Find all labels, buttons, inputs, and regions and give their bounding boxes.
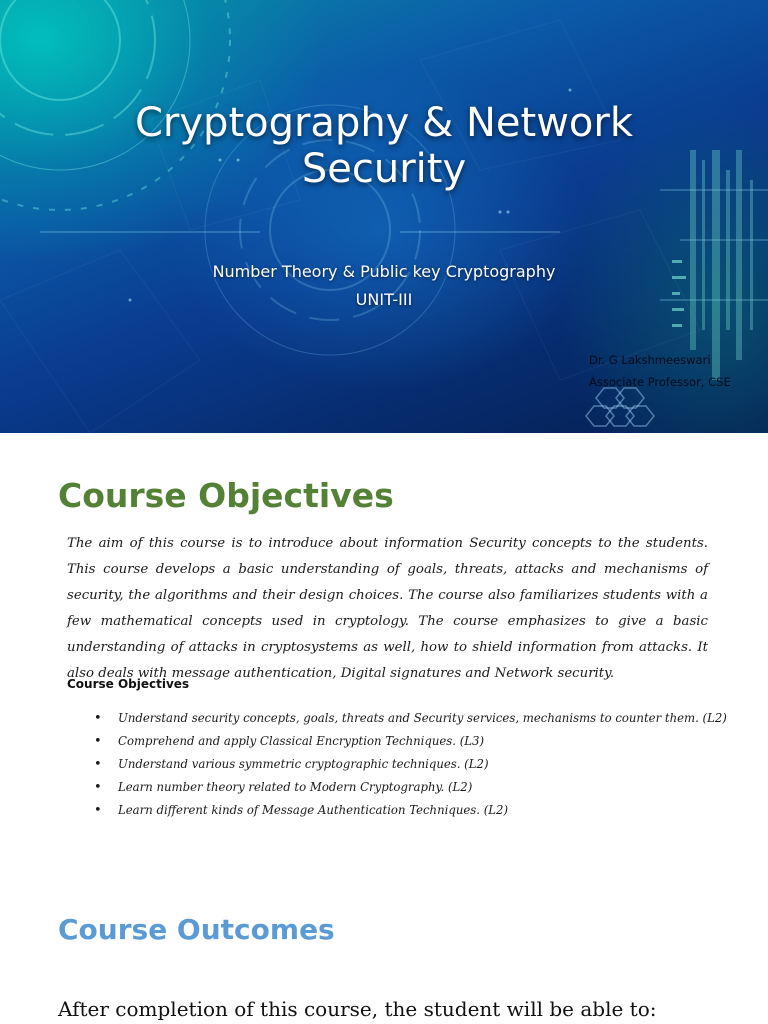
bullet-icon: • <box>94 711 102 726</box>
course-outcomes-intro: After completion of this course, the student will be able to: <box>58 997 657 1021</box>
bullet-icon: • <box>94 803 102 818</box>
course-objectives-list <box>94 707 727 822</box>
objective-item: • Understand various symmetric cryptographic techniques. (L2) <box>94 753 727 776</box>
slide-author <box>589 349 731 393</box>
slide-title <box>0 100 768 192</box>
slide-title-line-2: Security <box>301 146 467 192</box>
author-title: Associate Professor, CSE <box>589 375 731 389</box>
course-objectives-heading: Course Objectives <box>58 476 394 515</box>
slide-unit: UNIT-III <box>355 290 413 309</box>
bullet-icon: • <box>94 734 102 749</box>
bullet-icon: • <box>94 780 102 795</box>
course-objectives-label: Course Objectives <box>67 677 190 691</box>
slide-subtitle-block <box>0 258 768 314</box>
course-aim-paragraph: The aim of this course is to introduce about information Security concepts to the students. This course develops a basic understanding of goals, threats, attacks and mechanisms of security, the algorithms and their design choices. The course also familiarizes students with a few mathematical concepts used in cryptology. The course emphasizes to give a basic understanding of attacks in cryptosystems as well, how to shield information from attacks. It also deals with message authentication, Digital signatures and Network security. <box>67 536 708 681</box>
objective-item: • Learn different kinds of Message Authentication Techniques. (L2) <box>94 799 727 822</box>
objective-item: • Comprehend and apply Classical Encryption Techniques. (L3) <box>94 730 727 753</box>
bullet-icon: • <box>94 757 102 772</box>
slide-title-line-1: Cryptography & Network <box>135 100 633 146</box>
objective-item: • Learn number theory related to Modern Cryptography. (L2) <box>94 776 727 799</box>
title-slide <box>0 0 768 433</box>
objective-item: • Understand security concepts, goals, threats and Security services, mechanisms to counter them. (L2) <box>94 707 727 730</box>
course-outcomes-heading: Course Outcomes <box>58 913 335 946</box>
slide-subtitle: Number Theory & Public key Cryptography <box>212 262 556 281</box>
author-name: Dr. G Lakshmeeswari <box>589 353 711 367</box>
